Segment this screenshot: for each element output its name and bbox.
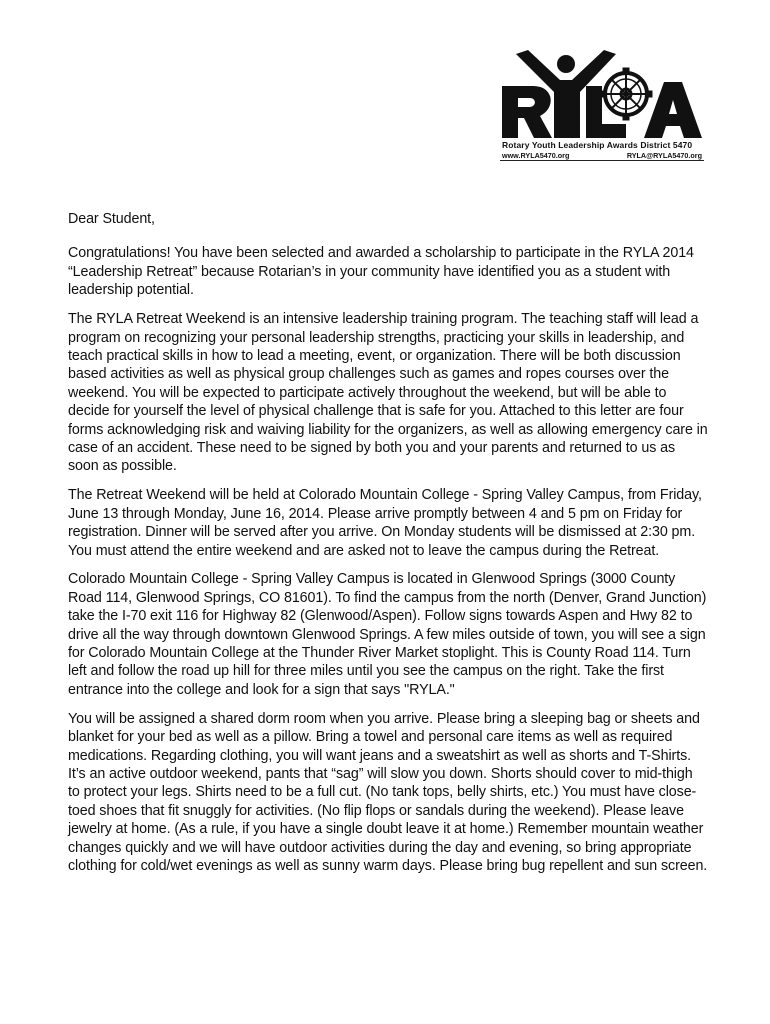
logo-divider xyxy=(500,160,704,161)
website-link[interactable]: www.RYLA5470.org xyxy=(502,151,570,160)
salutation: Dear Student, xyxy=(68,211,155,227)
paragraph-schedule: The Retreat Weekend will be held at Colorado Mountain College - Spring Valley Campus, from Friday, June 13 through Monday, June 16, 2014. Please arrive promptly between 4 and 5 pm on Friday for registration. Dinner will be served after you arrive. On Monday students will be dismissed at 2:30 pm. You must attend the entire weekend and are asked not to leave the campus during the Retreat. xyxy=(68,487,702,559)
logo-subtitle-block xyxy=(502,140,702,160)
ryla-logo-mark xyxy=(498,44,704,144)
email-link[interactable]: RYLA@RYLA5470.org xyxy=(626,151,702,160)
paragraph-program: The RYLA Retreat Weekend is an intensive leadership training program. The teaching staff will lead a program on recognizing your personal leadership strengths, practicing your skills in leadership, and teach practical skills in how to lead a meeting, event, or organization. There will be both discussion based activities as well as physical group challenges such as games and ropes courses over the weekend. You will be expected to participate actively throughout the weekend, but will be able to decide for yourself the level of physical challenge that is safe for you. Attached to this letter are four forms acknowledging risk and waiving liability for the organizers, as well as allowing emergency care in case of an accident. These need to be signed by both you and your parents and returned to us as soon as possible. xyxy=(68,311,708,475)
letter-body xyxy=(68,210,708,886)
paragraph-congratulations: Congratulations! You have been selected and awarded a scholarship to participate in the RYLA 2014 “Leadership Retreat” because Rotarian’s in your community have identified you as a student with leadership potential. xyxy=(68,245,694,299)
district-subtitle: Rotary Youth Leadership Awards District 5470 xyxy=(502,140,693,150)
paragraph-directions: Colorado Mountain College - Spring Valley Campus is located in Glenwood Springs (3000 County Road 114, Glenwood Springs, CO 81601). To find the campus from the north (Denver, Grand Junction) take the I-70 exit 116 for Highway 82 (Glenwood/Aspen). Follow signs towards Aspen and Hwy 82 to drive all the way through downtown Glenwood Springs. A few miles outside of town, you will see a sign for Colorado Mountain College at the Thunder River Market stoplight. This is County Road 114. Turn left and follow the road up hill for three miles until you see the campus on the right. Take the first entrance into the college and look for a sign that says "RYLA." xyxy=(68,571,707,698)
paragraph-packing: You will be assigned a shared dorm room when you arrive. Please bring a sleeping bag or sheets and blanket for your bed as well as a pillow. Bring a towel and personal care items as well as required medications. Regarding clothing, you will want jeans and a sweatshirt as well as shorts and T-Shirts. It’s an active outdoor weekend, pants that “sag” will slow you down. Shorts should cover to mid-thigh to protect your legs. Shirts need to be a full cut. (No tank tops, belly shirts, etc.) You must have close-toed shoes that fit snuggly for activities. (No flip flops or sandals during the weekend). Please leave jewelry at home. (As a rule, if you have a single doubt leave it at home.) Remember mountain weather changes quickly and we will have outdoor activities during the day and evening, so bring appropriate clothing for cold/wet evenings as well as sunny warm days. Please bring bug repellent and sun screen. xyxy=(68,710,708,874)
